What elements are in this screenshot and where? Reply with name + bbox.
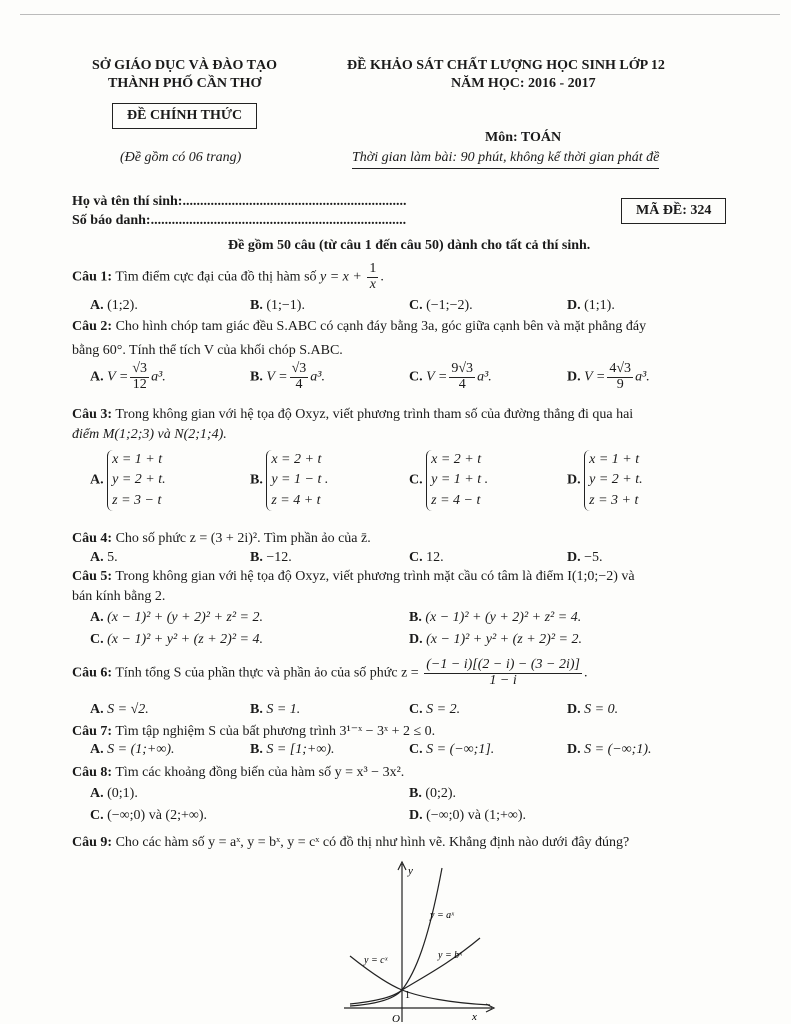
q7-option-a[interactable]: A. S = (1;+∞). <box>90 742 175 757</box>
school-year: NĂM HỌC: 2016 - 2017 <box>451 76 596 91</box>
curve-a <box>350 868 442 1006</box>
time-note: Thời gian làm bài: 90 phút, không kể thời gian phát đề <box>352 150 659 169</box>
label-a: y = aˣ <box>430 910 455 921</box>
q6-option-b[interactable]: B. S = 1. <box>250 702 301 717</box>
origin-label: O <box>392 1013 400 1024</box>
question-9 <box>72 834 762 852</box>
question-label: Câu 1: <box>72 269 113 285</box>
question-text: Tìm điểm cực đại của đồ thị hàm số <box>115 269 317 285</box>
q8-option-a[interactable]: A. (0;1). <box>90 786 138 801</box>
q2-option-b[interactable]: B. V = $\frac{√3}{4}$ a³. <box>250 361 325 392</box>
frac-num: (−1 − i)[(2 − i) − (3 − 2i)] <box>426 657 580 672</box>
q1-option-a[interactable]: A. (1;2). <box>90 298 138 313</box>
candidate-id-field: Số báo danh:......................................................................... <box>72 213 407 228</box>
frac-num: 1 <box>369 261 377 276</box>
q3-option-c[interactable]: C. x = 2 + t y = 1 + t . z = 4 − t <box>409 450 488 511</box>
subject: Môn: TOÁN <box>485 130 562 145</box>
q3-option-a[interactable]: A. x = 1 + t y = 2 + t. z = 3 − t <box>90 450 166 511</box>
question-text-line1: Trong không gian với hệ tọa độ Oxyz, viết phương trình tham số của đường thẳng đi qua hai <box>115 407 634 422</box>
question-text: Cho các hàm số y = aˣ, y = bˣ, y = cˣ có đồ thị như hình vẽ. Khẳng định nào dưới đây đúng? <box>115 835 630 850</box>
question-text-line1: Trong không gian với hệ tọa độ Oxyz, viết phương trình mặt cầu có tâm là điểm I(1;0;−2) và <box>115 569 635 584</box>
q5-option-a[interactable]: A. (x − 1)² + (y + 2)² + z² = 2. <box>90 610 263 625</box>
q1-option-c[interactable]: C. (−1;−2). <box>409 298 473 313</box>
exponential-graph <box>340 858 500 1024</box>
question-2 <box>72 318 742 336</box>
q7-option-b[interactable]: B. S = [1;+∞). <box>250 742 335 757</box>
one-label: 1 <box>405 990 410 1001</box>
question-label: Câu 5: <box>72 569 113 584</box>
dept-line2: THÀNH PHỐ CẦN THƠ <box>108 76 262 91</box>
top-border-line <box>20 14 780 15</box>
question-6: Câu 6: Tính tổng S của phần thực và phần ảo của số phức z = $\frac{(-1 - i)[(2 - i) - (3 - 2i)]}{1 - i}$ . <box>72 657 588 688</box>
q5-option-d[interactable]: D. (x − 1)² + y² + (z + 2)² = 2. <box>409 632 582 647</box>
q6-option-d[interactable]: D. S = 0. <box>567 702 619 717</box>
graph-axes <box>344 862 494 1022</box>
x-axis-label: x <box>472 1011 477 1023</box>
question-3-line2: điểm M(1;2;3) và N(2;1;4). <box>72 427 227 442</box>
q5-option-b[interactable]: B. (x − 1)² + (y + 2)² + z² = 4. <box>409 610 582 625</box>
q1-option-d[interactable]: D. (1;1). <box>567 298 615 313</box>
label-b: y = bˣ <box>438 950 463 961</box>
q3-option-b[interactable]: B. x = 2 + t y = 1 − t . z = 4 + t <box>250 450 328 511</box>
question-8 <box>72 764 404 782</box>
q4-option-d[interactable]: D. −5. <box>567 550 603 565</box>
y-axis-label: y <box>408 865 413 877</box>
q8-option-c[interactable]: C. (−∞;0) và (2;+∞). <box>90 808 208 823</box>
question-7 <box>72 723 435 741</box>
question-label: Câu 8: <box>72 765 113 780</box>
official-stamp: ĐỀ CHÍNH THỨC <box>112 103 257 129</box>
question-text: Tính tổng S của phần thực và phần ảo của số phức z = <box>115 665 419 681</box>
q4-option-c[interactable]: C. 12. <box>409 550 444 565</box>
q2-option-d[interactable]: D. V = $\frac{4√3}{9}$ a³. <box>567 361 650 392</box>
question-1: Câu 1: Tìm điểm cực đại của đồ thị hàm số y = x + $\frac{1}{x}$ . <box>72 261 384 292</box>
question-label: Câu 4: <box>72 531 113 546</box>
question-label: Câu 9: <box>72 835 113 850</box>
question-label: Câu 7: <box>72 724 113 739</box>
question-2-line2: bằng 60°. Tính thể tích V của khối chóp S.ABC. <box>72 343 343 358</box>
pages-note: (Đề gồm có 06 trang) <box>120 150 242 165</box>
q7-option-c[interactable]: C. S = (−∞;1]. <box>409 742 495 757</box>
q6-option-a[interactable]: A. S = √2. <box>90 702 149 717</box>
q3-option-d[interactable]: D. x = 1 + t y = 2 + t. z = 3 + t <box>567 450 643 511</box>
q4-option-a[interactable]: A. 5. <box>90 550 118 565</box>
question-label: Câu 2: <box>72 319 113 334</box>
question-label: Câu 3: <box>72 407 113 422</box>
exam-code-box: MÃ ĐỀ: 324 <box>621 198 726 224</box>
q7-option-d[interactable]: D. S = (−∞;1). <box>567 742 652 757</box>
q1-option-b[interactable]: B. (1;−1). <box>250 298 305 313</box>
question-text: Cho số phức z = (3 + 2i)². Tìm phần ảo của z̄. <box>115 531 371 546</box>
math-expr: y = x + <box>320 269 362 285</box>
candidate-name-field: Họ và tên thí sinh:................................................................ <box>72 194 407 209</box>
q4-option-b[interactable]: B. −12. <box>250 550 292 565</box>
frac-den: x <box>369 276 376 292</box>
q2-option-c[interactable]: C. V = $\frac{9√3}{4}$ a³. <box>409 361 492 392</box>
question-3 <box>72 406 742 424</box>
q2-option-a[interactable]: A. V = $\frac{√3}{12}$ a³. <box>90 361 166 392</box>
question-5 <box>72 568 742 586</box>
q8-option-b[interactable]: B. (0;2). <box>409 786 457 801</box>
question-text: Tìm tập nghiệm S của bất phương trình 3¹⁻ˣ − 3ˣ + 2 ≤ 0. <box>115 724 436 739</box>
exam-title: ĐỀ KHẢO SÁT CHẤT LƯỢNG HỌC SINH LỚP 12 <box>347 58 665 73</box>
exam-intro: Đề gồm 50 câu (từ câu 1 đến câu 50) dành cho tất cả thí sinh. <box>228 238 591 253</box>
q5-option-c[interactable]: C. (x − 1)² + y² + (z + 2)² = 4. <box>90 632 263 647</box>
question-text-line1: Cho hình chóp tam giác đều S.ABC có cạnh đáy bằng 3a, góc giữa cạnh bên và mặt phẳng đáy <box>115 319 647 334</box>
dept-line1: SỞ GIÁO DỤC VÀ ĐÀO TẠO <box>92 58 278 73</box>
q8-option-d[interactable]: D. (−∞;0) và (1;+∞). <box>409 808 527 823</box>
question-5-line2: bán kính bằng 2. <box>72 589 166 604</box>
frac-den: 1 − i <box>489 672 517 688</box>
question-4 <box>72 530 371 548</box>
question-text: Tìm các khoảng đồng biến của hàm số y = x³ − 3x². <box>115 765 405 780</box>
q6-option-c[interactable]: C. S = 2. <box>409 702 461 717</box>
question-label: Câu 6: <box>72 665 113 681</box>
label-c: y = cˣ <box>364 955 388 966</box>
